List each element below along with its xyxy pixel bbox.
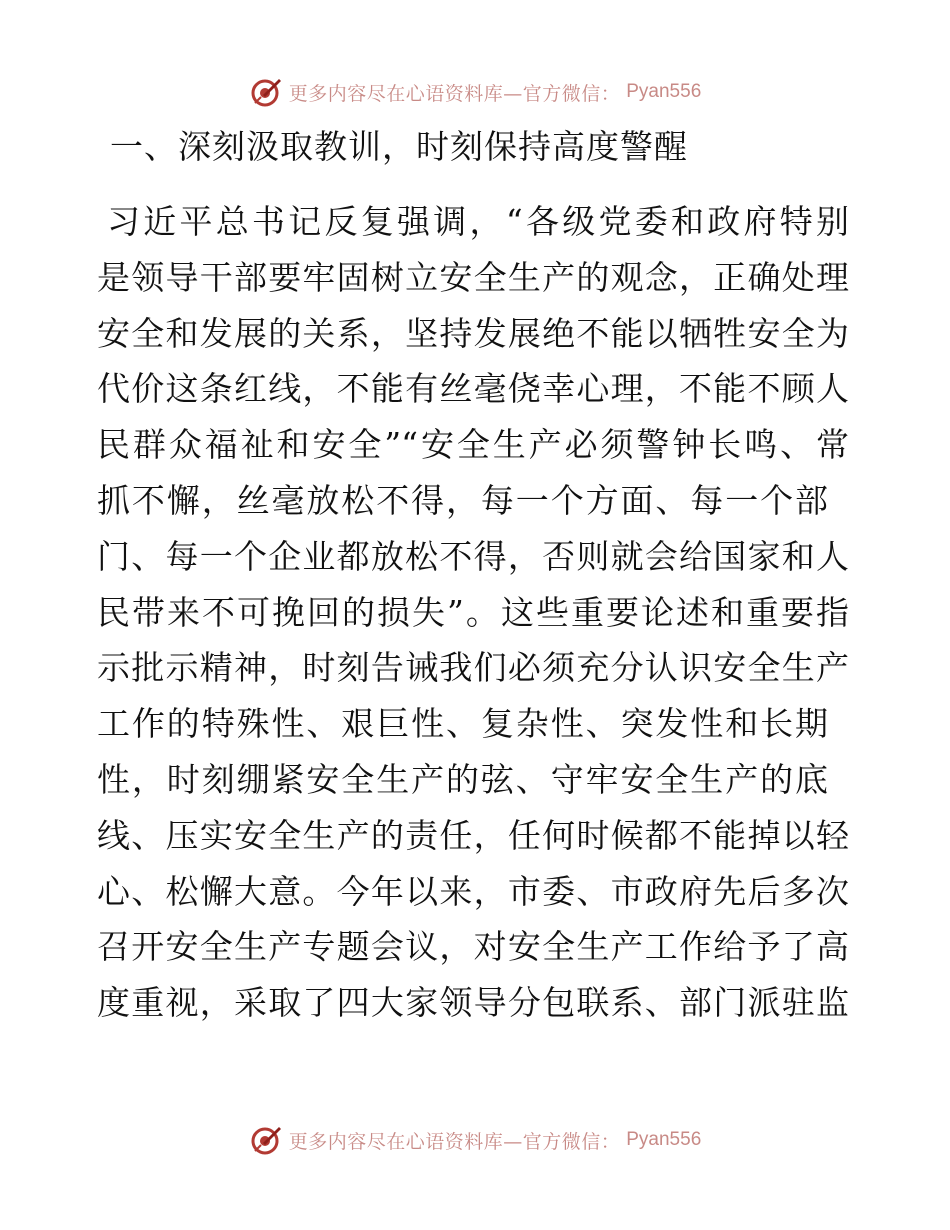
paragraph-line: 示批示精神，时刻告诫我们必须充分认识安全生产 (97, 648, 849, 688)
watermark-header (0, 72, 950, 112)
watermark-wechat-id: Pyan556 (626, 81, 702, 102)
watermark-text: 更多内容尽在心语资料库—官方微信： (288, 82, 621, 105)
paragraph-line: 召开安全生产专题会议，对安全生产工作给予了高 (97, 927, 849, 967)
watermark-text: 更多内容尽在心语资料库—官方微信： (288, 1130, 621, 1153)
paragraph-line: 工作的特殊性、艰巨性、复杂性、突发性和长期 (97, 704, 830, 744)
pen-logo-icon (249, 75, 283, 109)
paragraph-line: 性，时刻绷紧安全生产的弦、守牢安全生产的底 (97, 759, 830, 799)
paragraph-line: 心、松懈大意。今年以来，市委、市政府先后多次 (97, 871, 849, 911)
watermark-wechat-id: Pyan556 (626, 1129, 702, 1150)
section-heading: 一、深刻汲取教训，时刻保持高度警醒 (110, 127, 688, 166)
paragraph-line: 民带来不可挽回的损失”。这些重要论述和重要指 (97, 592, 849, 632)
paragraph-line: 安全和发展的关系，坚持发展绝不能以牺牲安全为 (97, 313, 849, 353)
body-paragraph (97, 194, 849, 1031)
pen-logo-icon (249, 1123, 283, 1157)
paragraph-line: 抓不懈，丝毫放松不得，每一个方面、每一个部 (97, 480, 830, 520)
watermark-footer (0, 1120, 950, 1160)
paragraph-line: 是领导干部要牢固树立安全生产的观念，正确处理 (97, 257, 849, 297)
paragraph-line: 度重视，采取了四大家领导分包联系、部门派驻监 (97, 983, 849, 1023)
paragraph-line: 习近平总书记反复强调，“各级党委和政府特别 (107, 202, 849, 241)
paragraph-line: 线、压实安全生产的责任，任何时候都不能掉以轻 (97, 815, 849, 855)
paragraph-line: 民群众福祉和安全”“安全生产必须警钟长鸣、常 (97, 425, 849, 465)
paragraph-line: 代价这条红线，不能有丝毫侥幸心理，不能不顾人 (97, 369, 849, 409)
paragraph-line: 门、每一个企业都放松不得，否则就会给国家和人 (97, 536, 849, 576)
